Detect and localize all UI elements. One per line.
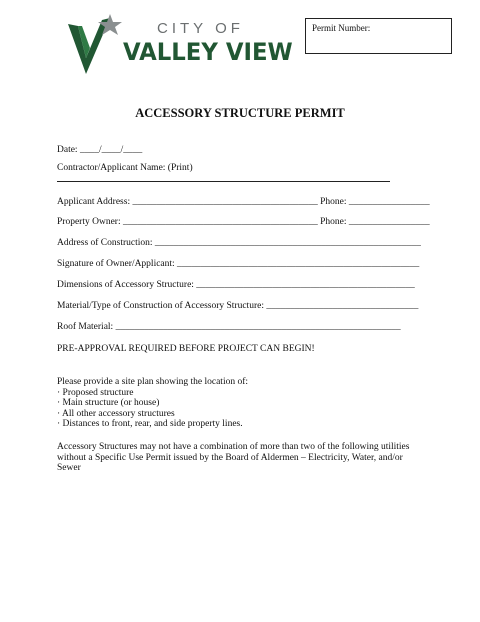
permit-number-box[interactable] (305, 18, 452, 54)
applicant-address-field[interactable]: Applicant Address: _______________________________________ Phone: _________________ (57, 197, 430, 207)
list-item: · Distances to front, rear, and side property lines. (57, 419, 243, 430)
roof-material-field[interactable]: Roof Material: ____________________________________________________________ (57, 322, 401, 332)
page-title: ACCESSORY STRUCTURE PERMIT (135, 106, 345, 120)
property-owner-field[interactable]: Property Owner: _________________________________________ Phone: _________________ (57, 217, 430, 227)
contractor-name-label: Contractor/Applicant Name: (Print) (57, 163, 193, 173)
contractor-name-line[interactable] (57, 181, 390, 182)
site-plan-section (57, 377, 248, 430)
signature-field[interactable]: Signature of Owner/Applicant: ___________________________________________________ (57, 259, 420, 269)
pre-approval-notice: PRE-APPROVAL REQUIRED BEFORE PROJECT CAN BEGIN! (57, 344, 315, 354)
city-logo (66, 12, 293, 76)
list-item: · Main structure (or house) (57, 398, 160, 409)
site-plan-intro: Please provide a site plan showing the location of: (57, 377, 249, 387)
logo-valley-view-text: VALLEY VIEW (123, 38, 293, 66)
dimensions-field[interactable]: Dimensions of Accessory Structure: ______________________________________________ (57, 280, 415, 290)
material-field[interactable]: Material/Type of Construction of Accessory Structure: ________________________________ (57, 301, 419, 311)
list-item: · All other accessory structures (57, 408, 175, 419)
logo-city-of-text: CITY OF (157, 20, 244, 37)
permit-number-label: Permit Number: (312, 23, 371, 33)
address-of-construction-field[interactable]: Address of Construction: ________________________________________________________ (57, 238, 421, 248)
valley-view-v-star-icon (66, 12, 126, 76)
utilities-note: Accessory Structures may not have a combination of more than two of the following utilities without a Specific Use Permit issued by the Board of Aldermen – Electricity, Water, and/or Sewer (57, 442, 410, 474)
list-item: · Proposed structure (57, 387, 134, 398)
date-field[interactable]: Date: ____/____/____ (57, 145, 143, 155)
